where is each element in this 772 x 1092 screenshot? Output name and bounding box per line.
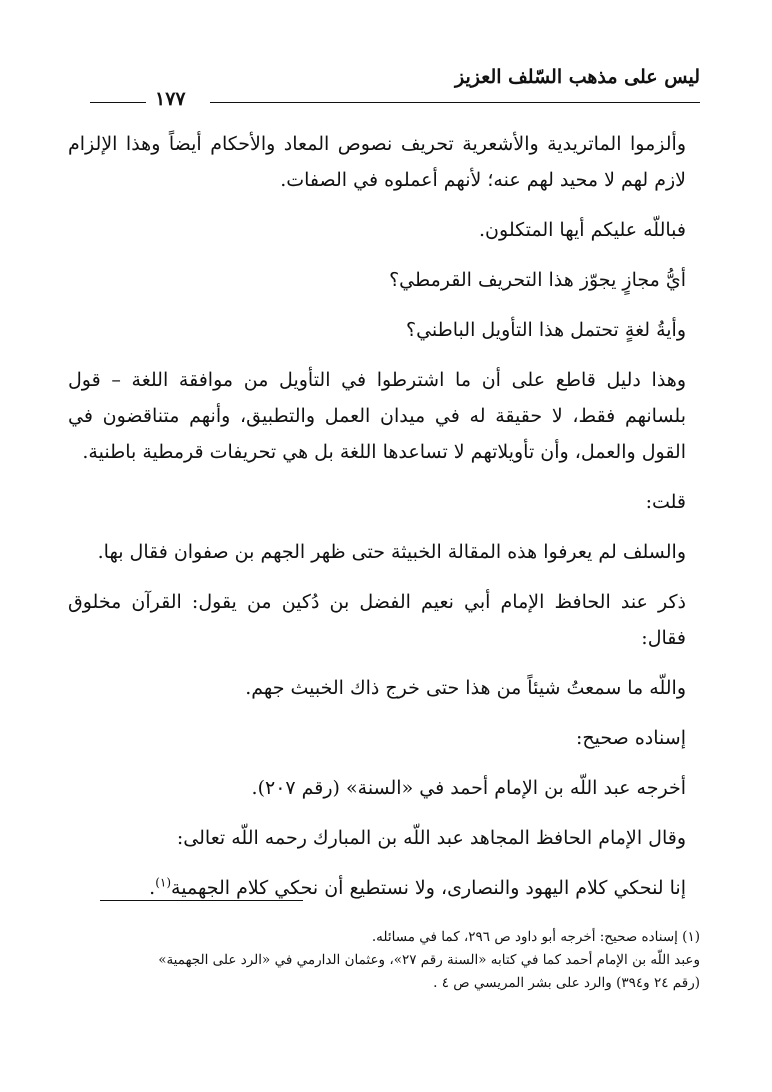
paragraph: فباللّه عليكم أيها المتكلون.: [479, 219, 686, 241]
paragraph: وهذا دليل قاطع على أن ما اشترطوا في التأويل من موافقة اللغة – قول بلسانهم فقط، لا حقيقة له في ميدان العمل والتطبيق، وأنهم متناقضون في القول والعمل، وأن تأويلاتهم لا تساعدها اللغة بل هي تحريفات قرمطية باطنية.: [68, 369, 686, 463]
paragraph: والسلف لم يعرفوا هذه المقالة الخبيثة حتى ظهر الجهم بن صفوان فقال بها.: [97, 541, 686, 563]
footnote-line: وعبد اللّه بن الإمام أحمد كما في كتابه «السنة رقم ٢٧»، وعثمان الدارمي في «الرد على الجهمية»: [158, 952, 700, 968]
header-rule: [210, 102, 700, 103]
page-number: ١٧٧: [155, 88, 186, 110]
quote: واللّه ما سمعتُ شيئاً من هذا حتى خرج ذاك الخبيث جهم.: [245, 677, 686, 699]
main-text: [68, 126, 700, 920]
paragraph: ذكر عند الحافظ الإمام أبي نعيم الفضل بن دُكين من يقول: القرآن مخلوق فقال:: [68, 591, 686, 649]
paragraph: وقال الإمام الحافظ المجاهد عبد اللّه بن المبارك رحمه اللّه تعالى:: [176, 827, 686, 849]
paragraph: قلت:: [645, 491, 686, 513]
footnote-reference[interactable]: (١): [155, 875, 172, 890]
paragraph: وأيةُ لغةٍ تحتمل هذا التأويل الباطني؟: [405, 319, 686, 341]
footnote-line: (رقم ٢٤ و٣٩٤) والرد على بشر المريسي ص ٤ .: [433, 975, 700, 991]
quote-end: .: [149, 877, 156, 899]
running-title: ليس على مذهب السّلف العزيز: [455, 66, 700, 88]
paragraph: أيُّ مجازٍ يجوّز هذا التحريف القرمطي؟: [389, 269, 686, 291]
paragraph: إسناده صحيح:: [576, 727, 686, 749]
footnote-rule: [100, 900, 303, 901]
footnotes: [68, 926, 700, 995]
quote-text: إنا لنحكي كلام اليهود والنصارى، ولا نستطيع أن نحكي كلام الجهمية: [171, 877, 686, 899]
header-rule-short: [90, 102, 146, 103]
footnote-line: (١) إسناده صحيح: أخرجه أبو داود ص ٢٩٦، كما في مسائله.: [371, 929, 700, 945]
paragraph: وألزموا الماتريدية والأشعرية تحريف نصوص المعاد والأحكام أيضاً وهذا الإلزام لازم لهم لا محيد لهم عنه؛ لأنهم أعملوه في الصفات.: [68, 133, 686, 191]
paragraph: أخرجه عبد اللّه بن الإمام أحمد في «السنة» (رقم ٢٠٧).: [251, 777, 686, 799]
